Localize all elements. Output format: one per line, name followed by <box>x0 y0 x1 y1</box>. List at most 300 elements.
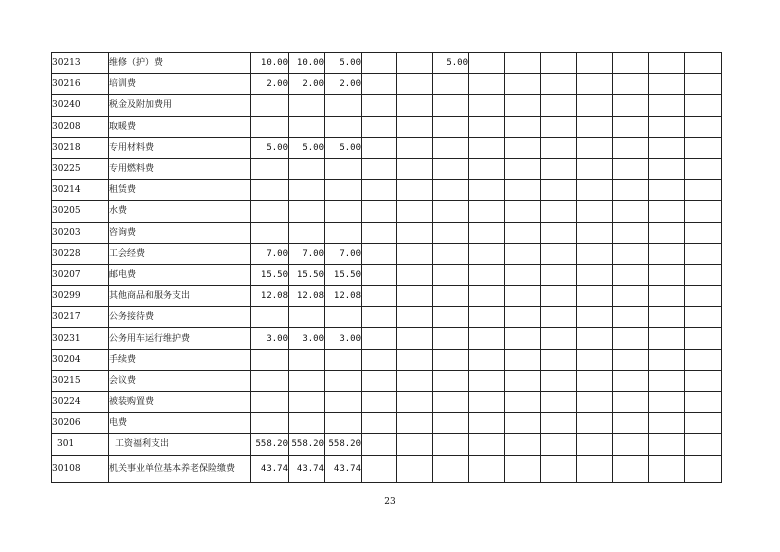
project-expenditure-cell <box>433 95 469 116</box>
total-cell <box>251 222 289 243</box>
subtotal-cell: 15.50 <box>289 264 325 285</box>
subject-code-cell: 301 <box>52 434 109 455</box>
empty-cell <box>649 180 685 201</box>
empty-cell <box>397 180 433 201</box>
empty-cell <box>505 243 541 264</box>
empty-cell <box>613 413 649 434</box>
empty-cell <box>541 434 577 455</box>
empty-cell <box>577 413 613 434</box>
subject-name-cell: 邮电费 <box>109 264 251 285</box>
empty-cell <box>505 180 541 201</box>
empty-cell <box>649 413 685 434</box>
empty-cell <box>649 53 685 74</box>
subtotal-cell: 7.00 <box>289 243 325 264</box>
empty-cell <box>649 370 685 391</box>
subject-name-cell: 手续费 <box>109 349 251 370</box>
empty-cell <box>362 243 397 264</box>
table-row <box>52 243 722 264</box>
empty-cell <box>685 158 722 179</box>
empty-cell <box>649 392 685 413</box>
total-cell <box>251 307 289 328</box>
empty-cell <box>649 349 685 370</box>
empty-cell <box>649 116 685 137</box>
empty-cell <box>613 434 649 455</box>
empty-cell <box>362 413 397 434</box>
empty-cell <box>397 349 433 370</box>
empty-cell <box>362 201 397 222</box>
project-expenditure-cell <box>433 370 469 391</box>
empty-cell <box>685 392 722 413</box>
empty-cell <box>541 370 577 391</box>
subtotal-cell <box>289 95 325 116</box>
empty-cell <box>649 286 685 307</box>
subtotal-cell <box>289 158 325 179</box>
empty-cell <box>541 392 577 413</box>
empty-cell <box>685 180 722 201</box>
project-expenditure-cell <box>433 243 469 264</box>
table-row <box>52 264 722 285</box>
empty-cell <box>613 392 649 413</box>
empty-cell <box>541 53 577 74</box>
empty-cell <box>541 349 577 370</box>
empty-cell <box>362 349 397 370</box>
subject-code-cell: 30208 <box>52 116 109 137</box>
table-row <box>52 434 722 455</box>
subtotal-cell: 3.00 <box>289 328 325 349</box>
subject-name-cell: 专用材料费 <box>109 137 251 158</box>
empty-cell <box>505 74 541 95</box>
empty-cell <box>362 95 397 116</box>
basic-expenditure-cell <box>325 370 362 391</box>
empty-cell <box>613 180 649 201</box>
basic-expenditure-cell: 3.00 <box>325 328 362 349</box>
subject-code-cell: 30215 <box>52 370 109 391</box>
subject-code-cell: 30231 <box>52 328 109 349</box>
empty-cell <box>613 370 649 391</box>
empty-cell <box>577 116 613 137</box>
empty-cell <box>469 243 505 264</box>
empty-cell <box>469 455 505 482</box>
subject-name-cell: 公务接待费 <box>109 307 251 328</box>
empty-cell <box>362 116 397 137</box>
empty-cell <box>685 222 722 243</box>
empty-cell <box>541 158 577 179</box>
empty-cell <box>397 201 433 222</box>
empty-cell <box>541 286 577 307</box>
subject-code-cell: 30240 <box>52 95 109 116</box>
table-row <box>52 74 722 95</box>
subtotal-cell <box>289 180 325 201</box>
empty-cell <box>397 222 433 243</box>
subject-name-cell: 咨询费 <box>109 222 251 243</box>
empty-cell <box>397 95 433 116</box>
empty-cell <box>577 243 613 264</box>
empty-cell <box>613 158 649 179</box>
subject-code-cell: 30299 <box>52 286 109 307</box>
table-row <box>52 137 722 158</box>
subject-code-cell: 30205 <box>52 201 109 222</box>
empty-cell <box>613 74 649 95</box>
empty-cell <box>505 413 541 434</box>
empty-cell <box>613 243 649 264</box>
project-expenditure-cell: 5.00 <box>433 53 469 74</box>
empty-cell <box>613 116 649 137</box>
empty-cell <box>397 116 433 137</box>
empty-cell <box>469 137 505 158</box>
empty-cell <box>577 434 613 455</box>
basic-expenditure-cell: 5.00 <box>325 137 362 158</box>
basic-expenditure-cell <box>325 116 362 137</box>
table-row <box>52 455 722 482</box>
basic-expenditure-cell <box>325 180 362 201</box>
empty-cell <box>397 53 433 74</box>
total-cell <box>251 116 289 137</box>
empty-cell <box>649 264 685 285</box>
empty-cell <box>469 180 505 201</box>
empty-cell <box>613 201 649 222</box>
empty-cell <box>362 53 397 74</box>
project-expenditure-cell <box>433 307 469 328</box>
empty-cell <box>613 286 649 307</box>
empty-cell <box>613 137 649 158</box>
total-cell <box>251 392 289 413</box>
empty-cell <box>577 286 613 307</box>
empty-cell <box>469 74 505 95</box>
subject-code-cell: 30204 <box>52 349 109 370</box>
empty-cell <box>613 307 649 328</box>
empty-cell <box>685 201 722 222</box>
empty-cell <box>685 243 722 264</box>
project-expenditure-cell <box>433 137 469 158</box>
project-expenditure-cell <box>433 349 469 370</box>
empty-cell <box>577 328 613 349</box>
empty-cell <box>541 137 577 158</box>
basic-expenditure-cell <box>325 307 362 328</box>
empty-cell <box>362 307 397 328</box>
empty-cell <box>469 434 505 455</box>
empty-cell <box>577 201 613 222</box>
empty-cell <box>577 392 613 413</box>
empty-cell <box>469 286 505 307</box>
empty-cell <box>397 434 433 455</box>
basic-expenditure-cell <box>325 222 362 243</box>
project-expenditure-cell <box>433 413 469 434</box>
empty-cell <box>577 53 613 74</box>
empty-cell <box>505 264 541 285</box>
basic-expenditure-cell: 12.08 <box>325 286 362 307</box>
empty-cell <box>469 392 505 413</box>
empty-cell <box>577 349 613 370</box>
empty-cell <box>469 264 505 285</box>
subtotal-cell: 558.20 <box>289 434 325 455</box>
empty-cell <box>649 74 685 95</box>
subtotal-cell <box>289 392 325 413</box>
empty-cell <box>362 137 397 158</box>
empty-cell <box>685 455 722 482</box>
subject-name-cell: 专用燃料费 <box>109 158 251 179</box>
empty-cell <box>577 95 613 116</box>
empty-cell <box>577 137 613 158</box>
empty-cell <box>649 201 685 222</box>
empty-cell <box>397 392 433 413</box>
subject-name-cell: 水费 <box>109 201 251 222</box>
basic-expenditure-cell: 2.00 <box>325 74 362 95</box>
total-cell: 3.00 <box>251 328 289 349</box>
total-cell <box>251 201 289 222</box>
empty-cell <box>505 286 541 307</box>
basic-expenditure-cell: 5.00 <box>325 53 362 74</box>
total-cell: 10.00 <box>251 53 289 74</box>
subject-code-cell: 30218 <box>52 137 109 158</box>
total-cell <box>251 180 289 201</box>
total-cell <box>251 370 289 391</box>
empty-cell <box>469 158 505 179</box>
total-cell: 15.50 <box>251 264 289 285</box>
total-cell: 12.08 <box>251 286 289 307</box>
empty-cell <box>613 53 649 74</box>
empty-cell <box>505 307 541 328</box>
subject-code-cell: 30213 <box>52 53 109 74</box>
empty-cell <box>397 455 433 482</box>
empty-cell <box>541 222 577 243</box>
subject-code-cell: 30228 <box>52 243 109 264</box>
empty-cell <box>613 328 649 349</box>
total-cell: 43.74 <box>251 455 289 482</box>
empty-cell <box>685 53 722 74</box>
empty-cell <box>649 328 685 349</box>
empty-cell <box>541 201 577 222</box>
empty-cell <box>505 222 541 243</box>
empty-cell <box>362 392 397 413</box>
subject-name-cell: 培训费 <box>109 74 251 95</box>
empty-cell <box>362 158 397 179</box>
empty-cell <box>469 413 505 434</box>
basic-expenditure-cell <box>325 349 362 370</box>
subject-name-cell: 工资福利支出 <box>109 434 251 455</box>
subtotal-cell: 10.00 <box>289 53 325 74</box>
empty-cell <box>362 328 397 349</box>
empty-cell <box>397 307 433 328</box>
project-expenditure-cell <box>433 286 469 307</box>
subtotal-cell <box>289 222 325 243</box>
empty-cell <box>685 413 722 434</box>
empty-cell <box>362 180 397 201</box>
empty-cell <box>613 222 649 243</box>
basic-expenditure-cell: 7.00 <box>325 243 362 264</box>
subtotal-cell: 12.08 <box>289 286 325 307</box>
empty-cell <box>362 286 397 307</box>
empty-cell <box>577 222 613 243</box>
table-row <box>52 95 722 116</box>
empty-cell <box>613 455 649 482</box>
empty-cell <box>541 116 577 137</box>
subtotal-cell: 2.00 <box>289 74 325 95</box>
empty-cell <box>397 158 433 179</box>
table-row <box>52 392 722 413</box>
empty-cell <box>362 370 397 391</box>
empty-cell <box>649 137 685 158</box>
table-row <box>52 286 722 307</box>
subject-code-cell: 30108 <box>52 455 109 482</box>
page-number: 23 <box>384 497 396 507</box>
empty-cell <box>505 370 541 391</box>
table-row <box>52 222 722 243</box>
empty-cell <box>469 201 505 222</box>
subject-name-cell: 其他商品和服务支出 <box>109 286 251 307</box>
empty-cell <box>541 328 577 349</box>
empty-cell <box>577 74 613 95</box>
empty-cell <box>577 180 613 201</box>
empty-cell <box>685 286 722 307</box>
table-row <box>52 158 722 179</box>
empty-cell <box>613 349 649 370</box>
empty-cell <box>685 95 722 116</box>
empty-cell <box>505 434 541 455</box>
subtotal-cell <box>289 370 325 391</box>
subject-code-cell: 30203 <box>52 222 109 243</box>
total-cell <box>251 349 289 370</box>
empty-cell <box>541 264 577 285</box>
empty-cell <box>685 137 722 158</box>
empty-cell <box>577 307 613 328</box>
empty-cell <box>541 243 577 264</box>
empty-cell <box>469 328 505 349</box>
empty-cell <box>541 95 577 116</box>
total-cell <box>251 413 289 434</box>
subject-code-cell: 30217 <box>52 307 109 328</box>
table-row <box>52 116 722 137</box>
table-row <box>52 307 722 328</box>
basic-expenditure-cell <box>325 392 362 413</box>
total-cell: 7.00 <box>251 243 289 264</box>
empty-cell <box>577 264 613 285</box>
empty-cell <box>685 307 722 328</box>
project-expenditure-cell <box>433 180 469 201</box>
table-row <box>52 370 722 391</box>
empty-cell <box>649 222 685 243</box>
empty-cell <box>541 180 577 201</box>
subject-code-cell: 30224 <box>52 392 109 413</box>
total-cell: 2.00 <box>251 74 289 95</box>
empty-cell <box>397 264 433 285</box>
empty-cell <box>397 286 433 307</box>
empty-cell <box>362 264 397 285</box>
empty-cell <box>649 434 685 455</box>
empty-cell <box>397 370 433 391</box>
project-expenditure-cell <box>433 201 469 222</box>
basic-expenditure-cell <box>325 413 362 434</box>
table-row <box>52 349 722 370</box>
subject-code-cell: 30206 <box>52 413 109 434</box>
empty-cell <box>362 222 397 243</box>
empty-cell <box>469 222 505 243</box>
subtotal-cell <box>289 349 325 370</box>
empty-cell <box>541 307 577 328</box>
project-expenditure-cell <box>433 455 469 482</box>
basic-expenditure-cell: 558.20 <box>325 434 362 455</box>
subtotal-cell <box>289 116 325 137</box>
empty-cell <box>397 328 433 349</box>
empty-cell <box>505 328 541 349</box>
basic-expenditure-cell: 43.74 <box>325 455 362 482</box>
subject-name-cell: 取暖费 <box>109 116 251 137</box>
empty-cell <box>685 328 722 349</box>
empty-cell <box>505 158 541 179</box>
empty-cell <box>505 137 541 158</box>
subject-name-cell: 维修（护）费 <box>109 53 251 74</box>
subject-code-cell: 30225 <box>52 158 109 179</box>
subtotal-cell <box>289 201 325 222</box>
subtotal-cell: 43.74 <box>289 455 325 482</box>
empty-cell <box>397 413 433 434</box>
empty-cell <box>469 370 505 391</box>
project-expenditure-cell <box>433 392 469 413</box>
table-row <box>52 413 722 434</box>
empty-cell <box>397 243 433 264</box>
empty-cell <box>505 53 541 74</box>
empty-cell <box>649 307 685 328</box>
empty-cell <box>362 455 397 482</box>
empty-cell <box>362 74 397 95</box>
empty-cell <box>469 53 505 74</box>
empty-cell <box>469 95 505 116</box>
empty-cell <box>685 264 722 285</box>
empty-cell <box>469 307 505 328</box>
project-expenditure-cell <box>433 222 469 243</box>
basic-expenditure-cell: 15.50 <box>325 264 362 285</box>
project-expenditure-cell <box>433 116 469 137</box>
budget-table <box>51 52 722 483</box>
subject-name-cell: 工会经费 <box>109 243 251 264</box>
basic-expenditure-cell <box>325 158 362 179</box>
project-expenditure-cell <box>433 264 469 285</box>
subject-name-cell: 税金及附加费用 <box>109 95 251 116</box>
subtotal-cell <box>289 307 325 328</box>
basic-expenditure-cell <box>325 95 362 116</box>
empty-cell <box>649 455 685 482</box>
total-cell <box>251 158 289 179</box>
empty-cell <box>397 74 433 95</box>
empty-cell <box>469 116 505 137</box>
subtotal-cell: 5.00 <box>289 137 325 158</box>
empty-cell <box>685 116 722 137</box>
empty-cell <box>505 455 541 482</box>
project-expenditure-cell <box>433 328 469 349</box>
total-cell: 558.20 <box>251 434 289 455</box>
table-row <box>52 180 722 201</box>
subject-name-cell: 租赁费 <box>109 180 251 201</box>
empty-cell <box>685 434 722 455</box>
subject-name-cell: 机关事业单位基本养老保险缴费 <box>109 455 251 482</box>
project-expenditure-cell <box>433 74 469 95</box>
empty-cell <box>541 413 577 434</box>
empty-cell <box>505 349 541 370</box>
empty-cell <box>613 95 649 116</box>
empty-cell <box>505 116 541 137</box>
empty-cell <box>685 349 722 370</box>
subject-name-cell: 公务用车运行维护费 <box>109 328 251 349</box>
subject-name-cell: 电费 <box>109 413 251 434</box>
empty-cell <box>577 455 613 482</box>
project-expenditure-cell <box>433 158 469 179</box>
subject-name-cell: 会议费 <box>109 370 251 391</box>
empty-cell <box>649 95 685 116</box>
project-expenditure-cell <box>433 434 469 455</box>
empty-cell <box>505 201 541 222</box>
empty-cell <box>362 434 397 455</box>
empty-cell <box>577 370 613 391</box>
total-cell: 5.00 <box>251 137 289 158</box>
